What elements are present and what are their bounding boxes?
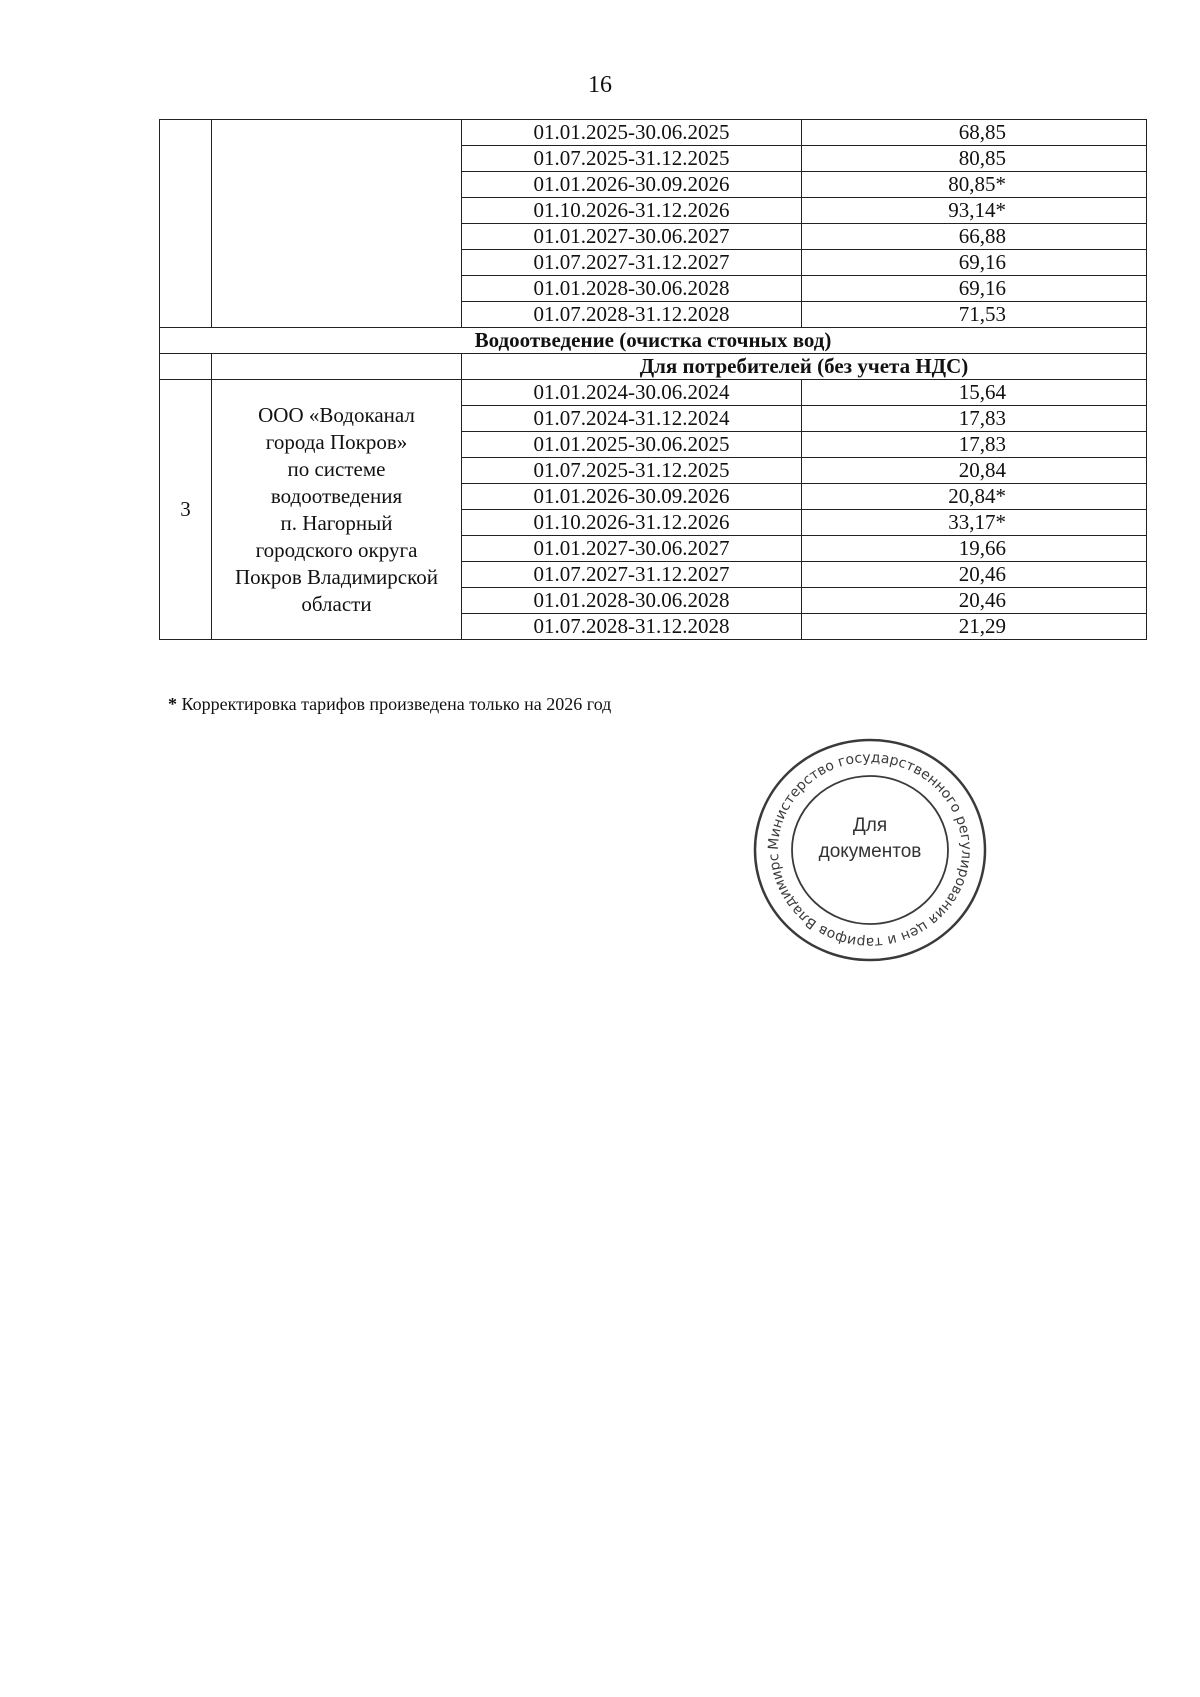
stamp-ring-text: Министерство государственного регулирования цен и тарифов Владимирс [765, 749, 975, 951]
tariff-table [159, 119, 1147, 640]
consumer-header: Для потребителей (без учета НДС) [462, 354, 1147, 380]
period-cell: 01.01.2028-30.06.2028 [462, 588, 802, 614]
section-header-row [160, 328, 1147, 354]
tariff-value-cell: 93,14* [802, 198, 1147, 224]
period-cell: 01.07.2027-31.12.2027 [462, 562, 802, 588]
tariff-value-cell: 21,29 [802, 614, 1147, 640]
tariff-value-cell: 71,53 [802, 302, 1147, 328]
tariff-value-cell: 20,46 [802, 562, 1147, 588]
consumer-header-row [160, 354, 1147, 380]
footnote-text: Корректировка тарифов произведена только на 2026 год [181, 694, 612, 714]
table-row [160, 120, 1147, 146]
footnote [168, 694, 611, 715]
org-name-line: городского округа [255, 537, 418, 562]
tariff-value-cell: 20,84 [802, 458, 1147, 484]
table-row [160, 380, 1147, 406]
empty-number-cell [160, 120, 212, 328]
period-cell: 01.01.2026-30.09.2026 [462, 484, 802, 510]
period-cell: 01.01.2027-30.06.2027 [462, 536, 802, 562]
org-name-line: города Покров» [265, 429, 408, 454]
org-name-line: области [301, 591, 372, 616]
period-cell: 01.07.2028-31.12.2028 [462, 302, 802, 328]
tariff-value-cell: 20,46 [802, 588, 1147, 614]
empty-cell [160, 354, 212, 380]
period-cell: 01.07.2025-31.12.2025 [462, 458, 802, 484]
org-name-line: п. Нагорный [280, 510, 393, 535]
org-number: 3 [160, 380, 212, 640]
org-name-cell [212, 380, 462, 640]
org-name-line: Покров Владимирской [235, 564, 438, 589]
period-cell: 01.10.2026-31.12.2026 [462, 198, 802, 224]
empty-org-cell [212, 120, 462, 328]
tariff-value-cell: 69,16 [802, 250, 1147, 276]
tariff-value-cell: 20,84* [802, 484, 1147, 510]
tariff-value-cell: 33,17* [802, 510, 1147, 536]
footnote-star: * [168, 694, 177, 714]
period-cell: 01.01.2026-30.09.2026 [462, 172, 802, 198]
stamp-center-line: документов [818, 841, 922, 862]
stamp-center-text [750, 813, 990, 865]
org-name-line: ООО «Водоканал [258, 402, 415, 427]
page-number: 16 [588, 72, 612, 98]
section-title: Водоотведение (очистка сточных вод) [160, 328, 1147, 354]
tariff-value-cell: 69,16 [802, 276, 1147, 302]
tariff-value-cell: 17,83 [802, 406, 1147, 432]
period-cell: 01.01.2028-30.06.2028 [462, 276, 802, 302]
tariff-value-cell: 66,88 [802, 224, 1147, 250]
tariff-value-cell: 80,85 [802, 146, 1147, 172]
period-cell: 01.01.2027-30.06.2027 [462, 224, 802, 250]
period-cell: 01.07.2024-31.12.2024 [462, 406, 802, 432]
official-stamp [750, 735, 990, 965]
org-name-line: по системе [287, 456, 386, 481]
empty-cell [212, 354, 462, 380]
period-cell: 01.01.2025-30.06.2025 [462, 120, 802, 146]
period-cell: 01.10.2026-31.12.2026 [462, 510, 802, 536]
period-cell: 01.07.2025-31.12.2025 [462, 146, 802, 172]
period-cell: 01.07.2028-31.12.2028 [462, 614, 802, 640]
stamp-center-line: Для [852, 815, 888, 836]
org-name-line: водоотведения [270, 483, 403, 508]
period-cell: 01.07.2027-31.12.2027 [462, 250, 802, 276]
period-cell: 01.01.2024-30.06.2024 [462, 380, 802, 406]
tariff-value-cell: 17,83 [802, 432, 1147, 458]
tariff-value-cell: 68,85 [802, 120, 1147, 146]
period-cell: 01.01.2025-30.06.2025 [462, 432, 802, 458]
tariff-value-cell: 15,64 [802, 380, 1147, 406]
tariff-value-cell: 80,85* [802, 172, 1147, 198]
tariff-value-cell: 19,66 [802, 536, 1147, 562]
